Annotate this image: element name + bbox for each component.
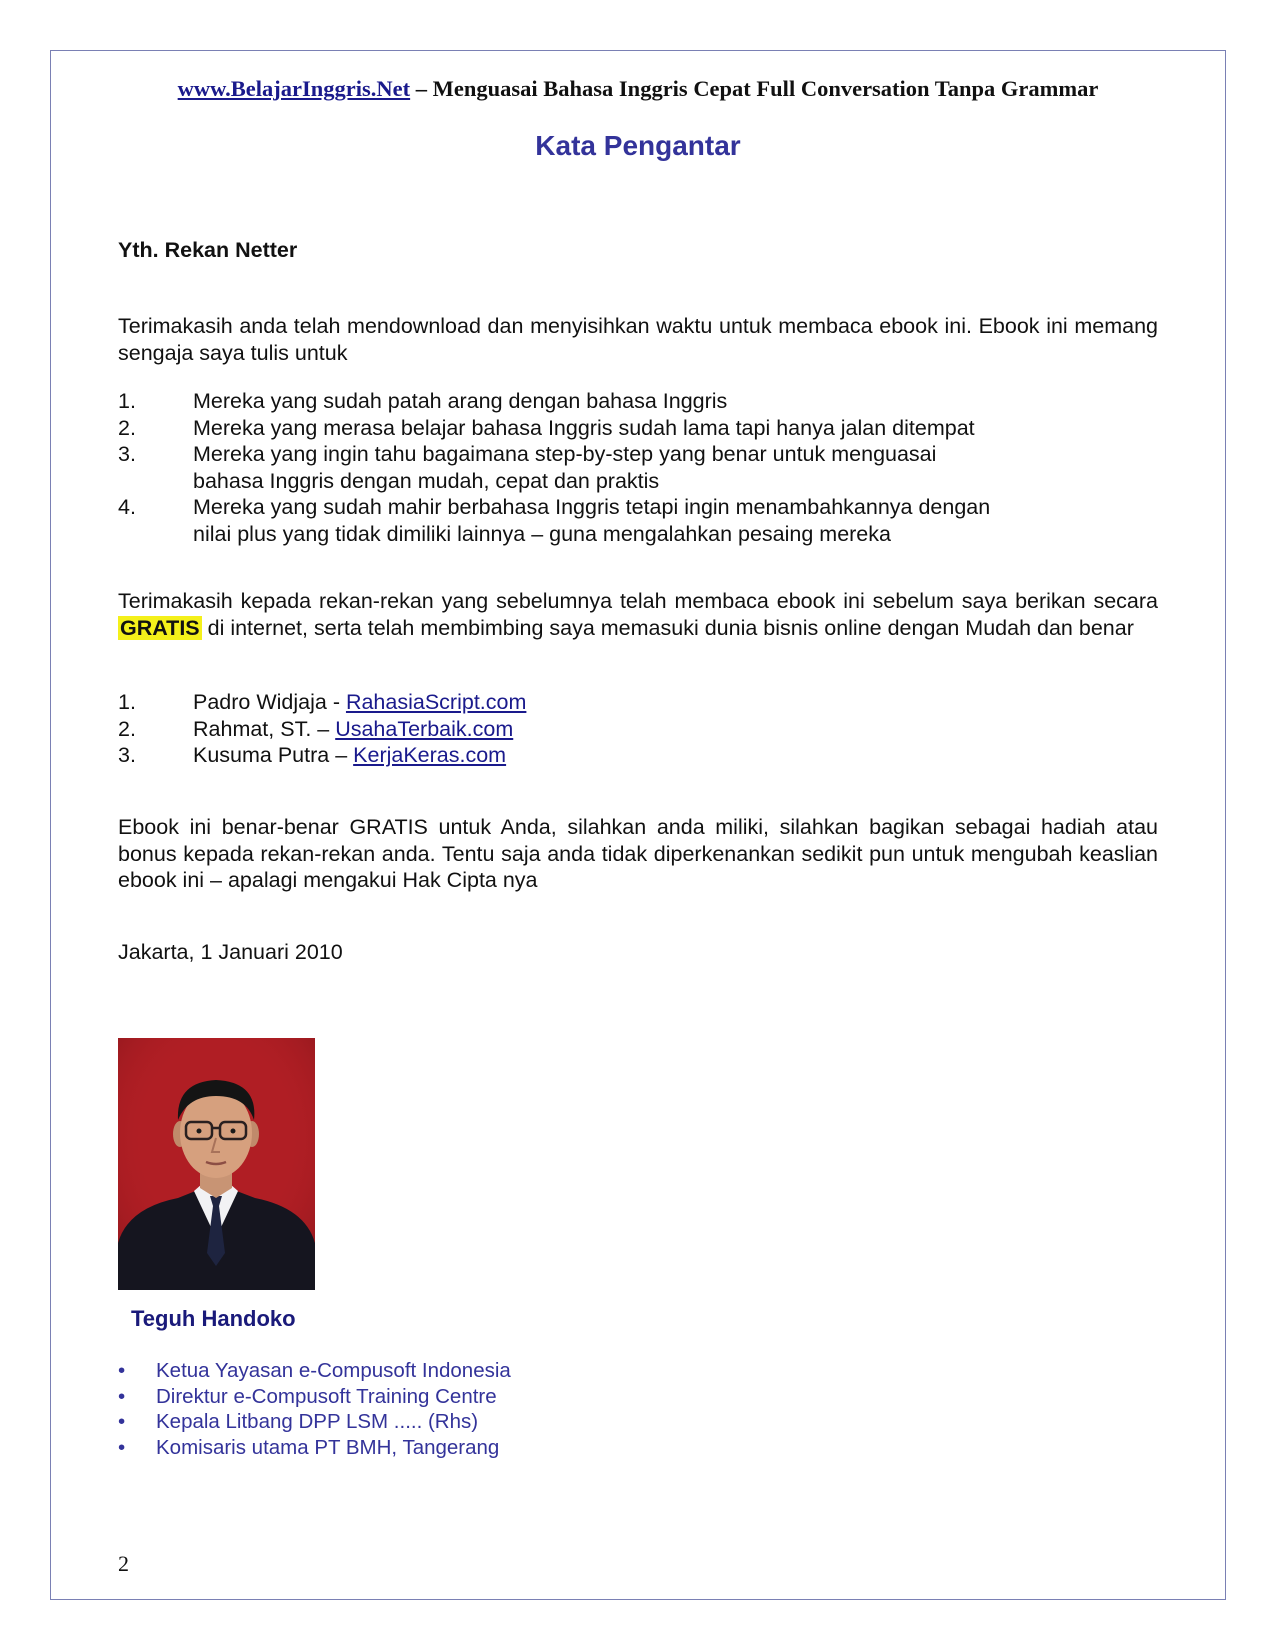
mentor-link[interactable]: UsahaTerbaik.com (335, 716, 514, 741)
mentor-name: Rahmat, ST. – (193, 716, 336, 741)
role-text: Kepala Litbang DPP LSM ..... (Rhs) (156, 1410, 479, 1433)
list-text: Mereka yang merasa belajar bahasa Inggris sudah lama tapi hanya jalan ditempat (193, 415, 975, 440)
list-item (118, 689, 1158, 716)
mentor-link[interactable]: KerjaKeras.com (353, 743, 507, 767)
list-number: 4. (118, 495, 136, 519)
list-item (118, 1409, 511, 1435)
intro-paragraph: Terimakasih anda telah mendownload dan menyisihkan waktu untuk membaca ebook ini. Ebook ini memang sengaja saya tulis untuk (118, 314, 1158, 365)
page-number: 2 (118, 1551, 129, 1576)
list-text: Mereka yang ingin tahu bagaimana step-by-step yang benar untuk menguasai bahasa Inggris dengan mudah, cepat dan praktis (193, 442, 937, 493)
author-photo (118, 1038, 315, 1290)
thanks-text-end: di internet, serta telah membimbing saya memasuki dunia bisnis online dengan Mudah dan benar (201, 615, 1134, 640)
list-item (118, 1435, 511, 1461)
list-number: 2. (118, 716, 136, 741)
list-number: 3. (118, 442, 136, 466)
place-date: Jakarta, 1 Januari 2010 (118, 940, 343, 964)
running-header (70, 76, 1206, 102)
list-item (118, 388, 1158, 415)
audience-list (118, 388, 1158, 547)
bullet-icon: • (118, 1410, 126, 1433)
page-title: Kata Pengantar (535, 130, 741, 161)
mentor-list (118, 689, 1158, 769)
list-item (118, 494, 1158, 547)
mentor-name: Kusuma Putra – (193, 743, 354, 767)
thanks-text-start: Terimakasih kepada rekan-rekan yang sebelumnya telah membaca ebook ini sebelum saya berikan secara (118, 589, 1158, 613)
list-text: Mereka yang sudah patah arang dengan bahasa Inggris (193, 389, 728, 413)
list-item (118, 742, 1158, 769)
header-tagline: – Menguasai Bahasa Inggris Cepat Full Conversation Tanpa Grammar (410, 76, 1099, 101)
author-roles-list (118, 1358, 511, 1460)
list-item (118, 716, 1158, 743)
closing-paragraph: Ebook ini benar-benar GRATIS untuk Anda, silahkan anda miliki, silahkan bagikan sebagai hadiah atau bonus kepada rekan-rekan anda. Tentu saja anda tidak diperkenankan sedikit pun untuk mengubah keaslian ebook ini – apalagi mengakui Hak Cipta nya (118, 815, 1158, 892)
bullet-icon: • (118, 1359, 126, 1382)
mentor-name: Padro Widjaja - (193, 690, 346, 714)
gratis-highlight: GRATIS (120, 615, 200, 640)
list-number: 1. (118, 690, 136, 714)
thanks-paragraph (118, 588, 1158, 641)
site-link[interactable]: www.BelajarInggris.Net (177, 76, 411, 101)
role-text: Ketua Yayasan e-Compusoft Indonesia (156, 1359, 511, 1382)
author-name: Teguh Handoko (131, 1306, 296, 1331)
bullet-icon: • (118, 1384, 126, 1408)
role-text: Komisaris utama PT BMH, Tangerang (156, 1435, 500, 1459)
list-number: 1. (118, 389, 136, 413)
list-item (118, 1358, 511, 1384)
mentor-link[interactable]: RahasiaScript.com (345, 690, 527, 714)
list-item (118, 415, 1158, 442)
greeting: Yth. Rekan Netter (118, 238, 298, 262)
list-number: 2. (118, 415, 136, 440)
list-number: 3. (118, 743, 136, 767)
role-text: Direktur e-Compusoft Training Centre (156, 1384, 497, 1408)
list-text: Mereka yang sudah mahir berbahasa Inggris tetapi ingin menambahkannya dengan nilai plus yang tidak dimiliki lainnya – guna mengalahkan pesaing mereka (193, 495, 991, 546)
bullet-icon: • (118, 1435, 126, 1459)
list-item (118, 1384, 511, 1410)
list-item (118, 441, 1158, 494)
